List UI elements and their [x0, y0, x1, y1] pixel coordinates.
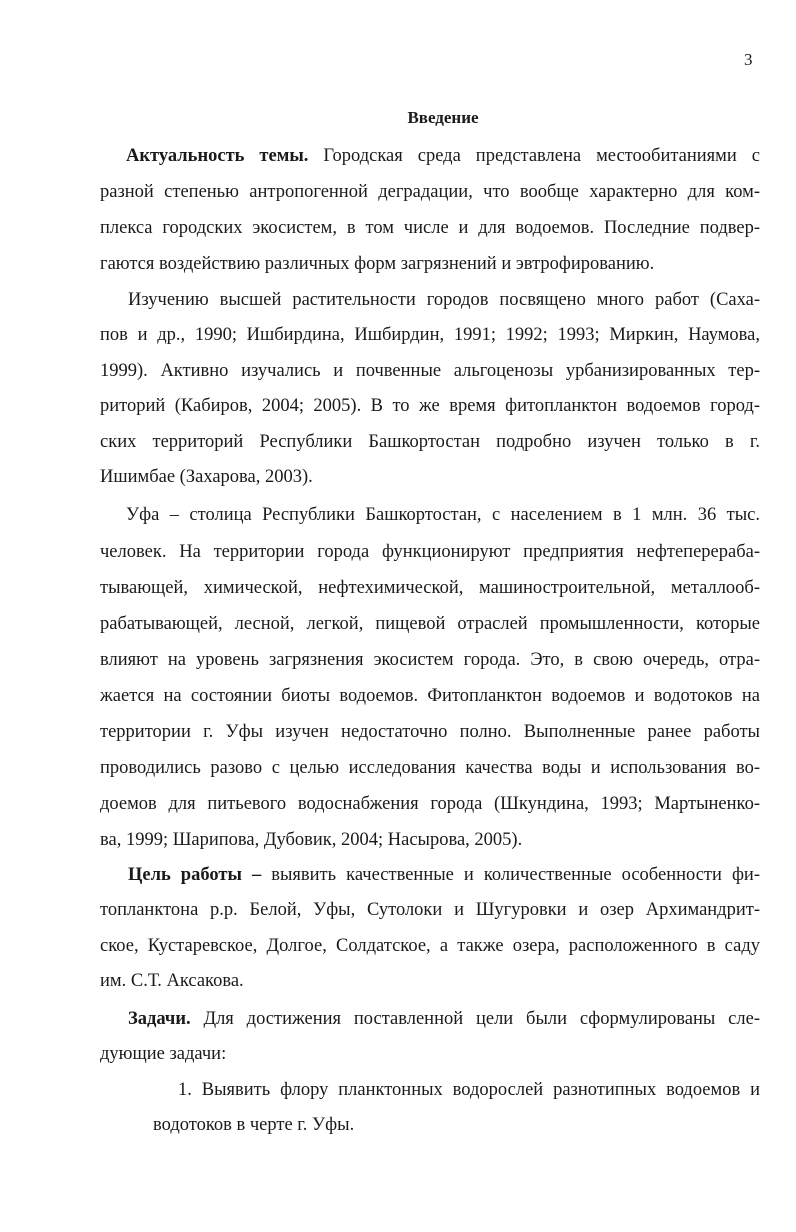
text-line: Уфа – столица Республики Башкортостан, с населением в 1 млн. 36 тыс. [126, 505, 760, 525]
text-line: 1999). Активно изучались и почвенные альгоценозы урбанизированных тер- [100, 361, 760, 381]
list-item-continuation: водотоков в черте г. Уфы. [153, 1115, 355, 1135]
text-line: Задачи. Для достижения поставленной цели были сформулированы сле- [128, 1009, 760, 1029]
page-number: 3 [744, 50, 753, 69]
text-line: ское, Кустаревское, Долгое, Солдатское, а также озера, расположенного в саду [100, 936, 760, 956]
text-line: Ишимбае (Захарова, 2003). [100, 467, 313, 487]
text-line: территории г. Уфы изучен недостаточно полно. Выполненные ранее работы [100, 722, 760, 742]
relevance-label: Актуальность темы. [126, 146, 309, 166]
text-line: гаются воздействию различных форм загрязнений и эвтрофированию. [100, 254, 655, 274]
text-line: риторий (Кабиров, 2004; 2005). В то же время фитопланктон водоемов город- [100, 396, 760, 416]
text-line: топланктона р.р. Белой, Уфы, Сутолоки и Шугуровки и озер Архимандрит- [100, 900, 760, 920]
text-line: жается на состоянии биоты водоемов. Фитопланктон водоемов и водотоков на [100, 686, 760, 706]
text-line: им. С.Т. Аксакова. [100, 971, 244, 991]
text-line: ва, 1999; Шарипова, Дубовик, 2004; Насырова, 2005). [100, 830, 523, 850]
text-line: разной степенью антропогенной деградации, что вообще характерно для ком- [100, 182, 760, 202]
list-item: 1. Выявить флору планктонных водорослей разнотипных водоемов и [178, 1080, 760, 1100]
goal-label: Цель работы – [128, 865, 262, 885]
text-line: плекса городских экосистем, в том числе и для водоемов. Последние подвер- [100, 218, 760, 238]
text-line: Актуальность темы. Городская среда представлена местообитаниями с [126, 146, 760, 166]
text-line: Изучению высшей растительности городов посвящено много работ (Саха- [128, 290, 760, 310]
text-line: рабатывающей, лесной, легкой, пищевой отраслей промышленности, которые [100, 614, 760, 634]
text-line: доемов для питьевого водоснабжения города (Шкундина, 1993; Мартыненко- [100, 794, 760, 814]
text-line: проводились разово с целью исследования качества воды и использования во- [100, 758, 760, 778]
tasks-label: Задачи. [128, 1009, 191, 1029]
section-heading: Введение [407, 108, 479, 127]
text-line: ских территорий Республики Башкортостан подробно изучен только в г. [100, 432, 760, 452]
text-line: пов и др., 1990; Ишбирдина, Ишбирдин, 1991; 1992; 1993; Миркин, Наумова, [100, 325, 760, 345]
text-line: человек. На территории города функционируют предприятия нефтеперераба- [100, 542, 760, 562]
text-line: тывающей, химической, нефтехимической, машиностроительной, металлооб- [100, 578, 760, 598]
text-line: влияют на уровень загрязнения экосистем города. Это, в свою очередь, отра- [100, 650, 760, 670]
text-line: дующие задачи: [100, 1044, 227, 1064]
text-line: Цель работы – выявить качественные и количественные особенности фи- [128, 865, 760, 885]
